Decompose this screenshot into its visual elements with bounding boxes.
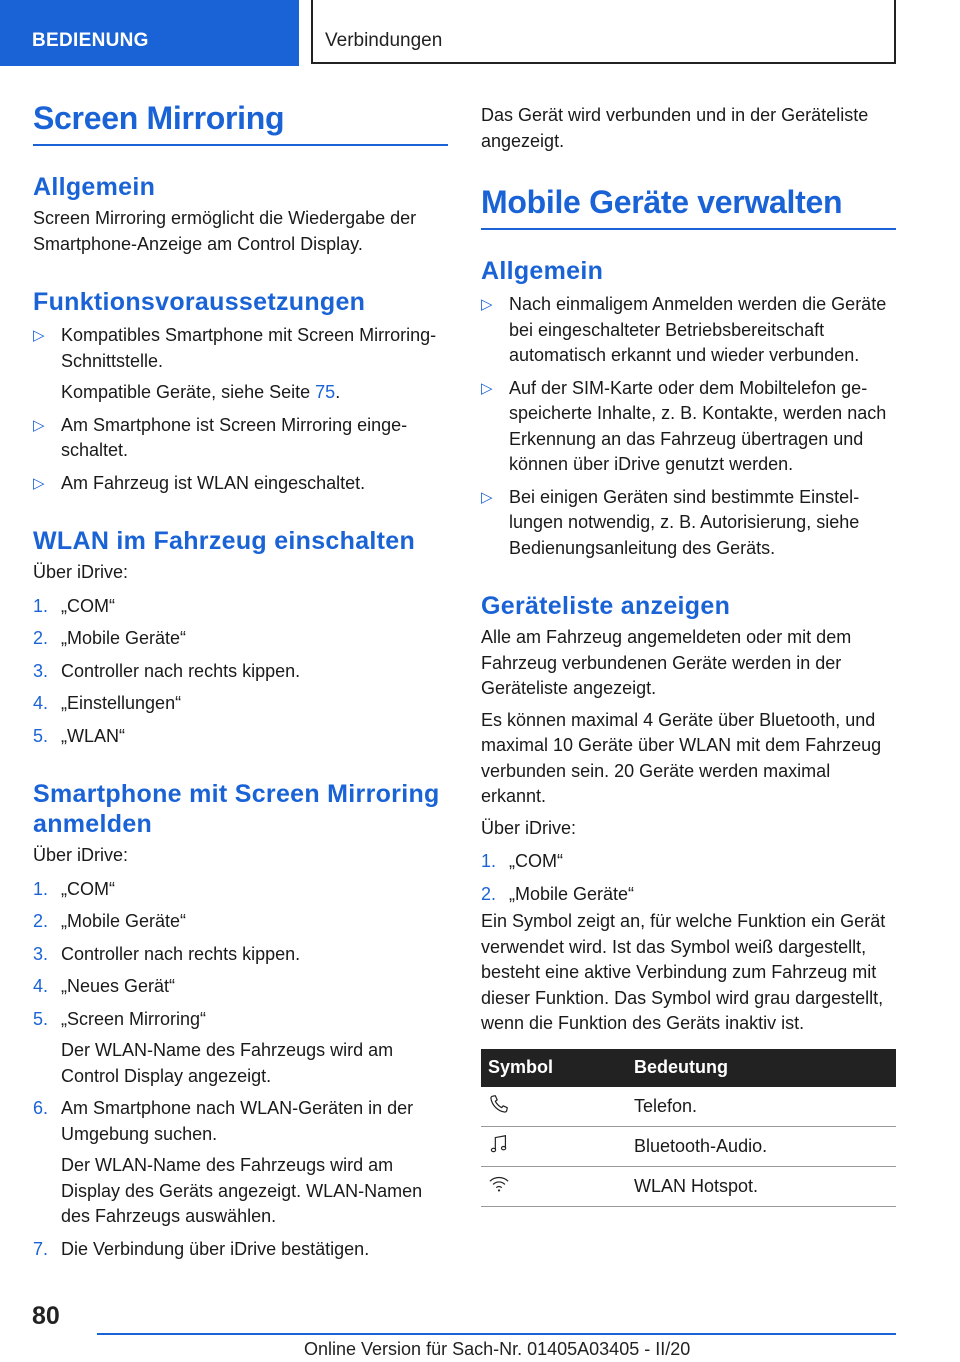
symbol-cell [481,1087,626,1127]
step-item [33,626,448,652]
triangle-bullet-icon: ▷ [33,474,45,492]
device-list-steps [481,849,896,907]
list-item-text: Auf der SIM-Karte oder dem Mobiltelefon gespeicherte Inhalte, z. B. Kontakte, werden nach Erkennung an das Fahrzeug übertragen und können über iDrive genutzt werden. [509,377,887,474]
list-item-text: Nach einmaligem Anmelden werden die Geräte bei eingeschalteter Betriebsbereitschaft automatisch erkannt und wieder verbunden. [509,294,887,365]
step-text: „Mobile Geräte“ [509,883,635,904]
step-item [481,882,896,908]
step-number: 6. [33,1098,49,1118]
step-number: 2. [33,911,49,931]
step-item [33,974,448,1000]
wlan-intro: Über iDrive: [33,562,129,582]
footer-text: Online Version für Sach-Nr. 01405A03405 - II/20 [304,1339,691,1359]
heading-smartphone-anmelden: Smartphone mit Screen Mirroring anmelden [33,780,440,838]
step-number: 4. [33,693,49,713]
column-header-symbol: Symbol [481,1049,626,1087]
wlan-steps-list [33,594,448,750]
footer-divider [97,1333,896,1335]
step-item [33,659,448,685]
triangle-bullet-icon: ▷ [481,488,493,506]
step-text: „COM“ [61,595,115,616]
step-item [33,1237,448,1263]
page-title-screen-mirroring: Screen Mirroring [33,100,448,146]
step-number: 1. [481,851,497,871]
general-text: Screen Mirroring ermöglicht die Wiedergabe der Smartphone-Anzeige am Control Display. [33,208,417,254]
step-number: 5. [33,1008,49,1029]
step-subtext: Der WLAN-Name des Fahrzeugs wird am Control Display angezeigt. [61,1040,394,1086]
meaning-cell: Bluetooth-Audio. [626,1127,896,1167]
pair-steps-list [33,877,448,1263]
list-item [33,323,448,406]
table-row [481,1087,896,1127]
pair-intro: Über iDrive: [33,845,129,865]
subtext-suffix: . [335,382,341,402]
symbol-explanation: Ein Symbol zeigt an, für welche Funktion ein Gerät verwendet wird. Ist das Symbol weiß dargestellt, besteht eine aktive Verbindung zum Fahrzeug mit dieser Funktion. Das Symbol wird grau dargestellt, wenn die Funktion des Geräts inaktiv ist. [481,911,886,1033]
step-text: Die Verbindung über iDrive bestätigen. [61,1238,370,1259]
step-subtext: Der WLAN-Name des Fahrzeugs wird am Display des Geräts angezeigt. WLAN-Namen des Fahrzeugs auswählen. [61,1155,423,1226]
heading-allgemein-mobile: Allgemein [481,257,604,285]
list-item-text: Am Fahrzeug ist WLAN eingeschaltet. [61,472,366,493]
section-title: Verbindungen [325,30,443,51]
step-number: 4. [33,976,49,996]
list-item [481,376,896,478]
phone-icon [488,1093,510,1115]
list-item-subtext [61,380,448,406]
list-item-text: Am Smartphone ist Screen Mirroring eingeschaltet. [61,414,408,460]
wifi-icon [488,1173,510,1195]
meaning-cell: WLAN Hotspot. [626,1167,896,1207]
page-reference-link[interactable]: 75 [315,382,336,402]
step-number: 1. [33,878,49,899]
step-text: „WLAN“ [61,725,125,746]
table-row [481,1167,896,1207]
heading-geraeteliste: Geräteliste anzeigen [481,592,731,620]
symbol-cell [481,1127,626,1167]
step-item [33,942,448,968]
table-header-row [481,1049,896,1087]
heading-allgemein: Allgemein [33,173,156,201]
general-list [481,292,896,561]
heading-wlan-einschalten: WLAN im Fahrzeug einschalten [33,527,416,555]
triangle-bullet-icon: ▷ [481,296,493,313]
step-item [33,909,448,935]
triangle-bullet-icon: ▷ [33,327,45,344]
step-text: „Mobile Geräte“ [61,628,187,648]
step-text: „Mobile Geräte“ [61,911,187,931]
step-item [33,1007,448,1090]
meaning-cell: Telefon. [626,1087,896,1127]
step-text: Controller nach rechts kippen. [61,660,301,681]
symbol-cell [481,1167,626,1207]
triangle-bullet-icon: ▷ [33,416,45,434]
music-note-icon [488,1133,510,1155]
list-item-text: Kompatibles Smartphone mit Screen Mirroring-Schnittstelle. [61,325,437,371]
step-text: „Einstellungen“ [61,693,182,713]
step-number: 3. [33,943,49,964]
subtext-prefix: Kompatible Geräte, siehe Seite [61,382,316,402]
step-text: „Neues Gerät“ [61,976,176,996]
step-item [33,594,448,620]
step-text: „COM“ [509,851,563,871]
list-item-text: Bei einigen Geräten sind bestimmte Einstellungen notwendig, z. B. Autorisierung, siehe Bedienungsanleitung des Geräts. [509,486,860,558]
list-item [481,292,896,369]
device-list-text-2: Es können maximal 4 Geräte über Bluetooth, und maximal 10 Geräte über WLAN mit dem Fahrzeug verbunden sein. 20 Geräte werden maximal erkannt. [481,709,882,806]
step-item [33,877,448,903]
step-number: 2. [33,628,49,648]
step-text: „COM“ [61,878,115,899]
column-header-meaning: Bedeutung [626,1049,896,1087]
step-number: 3. [33,660,49,681]
step-number: 7. [33,1238,49,1259]
step-text: „Screen Mirroring“ [61,1008,207,1029]
connected-intro: Das Gerät wird verbunden und in der Geräteliste angezeigt. [481,105,869,151]
step-text: Am Smartphone nach WLAN-Geräten in der Umgebung suchen. [61,1098,414,1144]
step-item [481,849,896,875]
left-column [33,100,448,1269]
list-item [481,485,896,562]
device-list-text-1: Alle am Fahrzeug angemeldeten oder mit dem Fahrzeug verbundenen Geräte werden in der Geräteliste angezeigt. [481,627,852,698]
step-number: 5. [33,725,49,746]
list-item [33,471,448,497]
requirements-list [33,323,448,496]
step-text: Controller nach rechts kippen. [61,943,301,964]
step-item [33,1096,448,1230]
chapter-tab: BEDIENUNG [0,0,299,66]
triangle-bullet-icon: ▷ [481,379,493,397]
page-number: 80 [32,1302,60,1330]
step-item [33,724,448,750]
device-list-intro: Über iDrive: [481,817,577,838]
heading-funktionsvoraussetzungen: Funktionsvoraussetzungen [33,288,366,316]
list-item [33,413,448,464]
step-number: 1. [33,595,49,616]
table-row [481,1127,896,1167]
step-number: 2. [481,883,497,904]
page-title-mobile-geraete: Mobile Geräte verwalten [481,184,896,230]
right-column [481,103,896,1207]
step-item [33,691,448,717]
symbol-table [481,1049,896,1208]
